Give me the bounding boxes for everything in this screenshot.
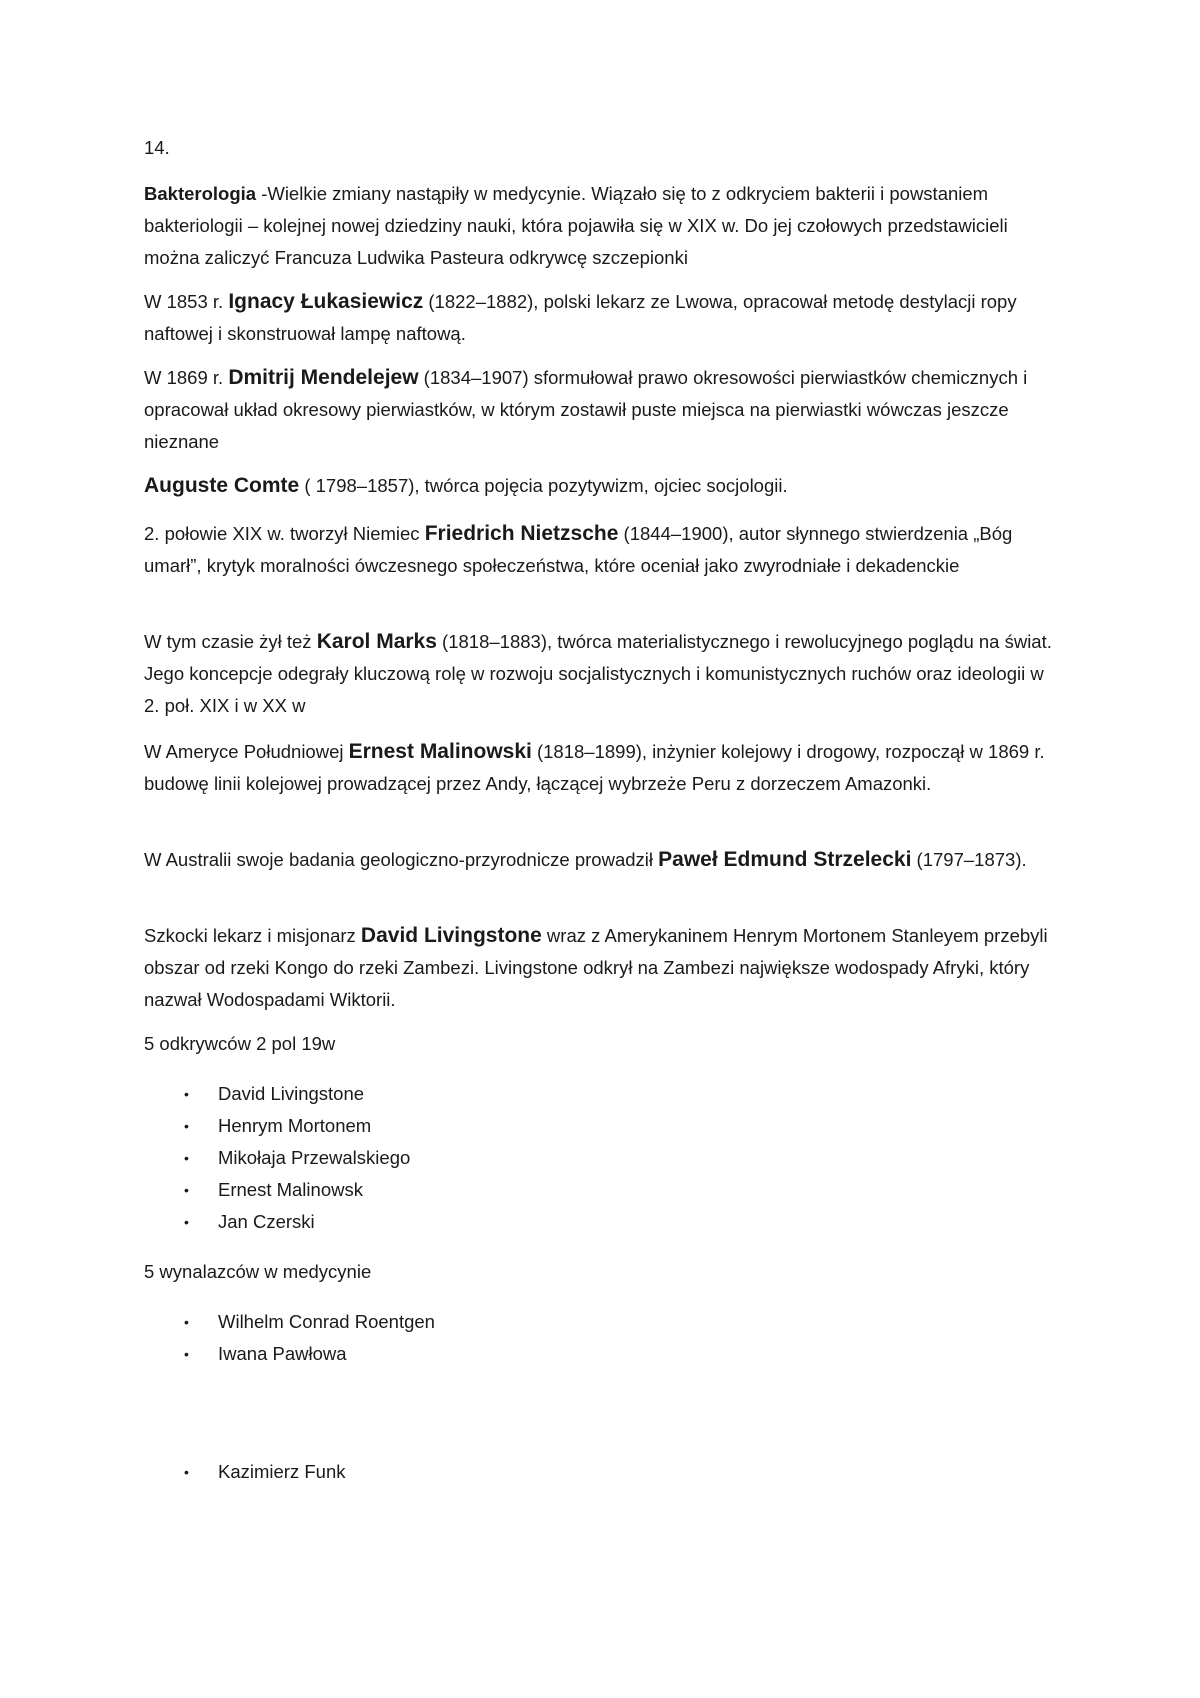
bullet-icon: •	[184, 1150, 189, 1166]
paragraph-strzelecki	[144, 844, 1064, 876]
inventions-list	[144, 1306, 1064, 1370]
paragraph-marks	[144, 626, 1064, 722]
bullet-icon: •	[184, 1314, 189, 1330]
name-mendelejew: Dmitrij Mendelejew	[228, 366, 419, 389]
paragraph-malinowski	[144, 736, 1064, 800]
paragraph-text: -Wielkie zmiany nastąpiły w medycynie. Wiązało się to z odkryciem bakterii i powstaniem bakteriologii – kolejnej nowej dziedziny nauki, która pojawiła się w XIX w. Do jej czołowych przedstawicieli można zaliczyć Francuza Ludwika Pasteura odkrywcę szczepionki	[144, 183, 1008, 268]
paragraph-text: W 1853 r.	[144, 291, 229, 312]
explorers-list	[144, 1078, 1064, 1238]
bullet-icon: •	[184, 1214, 189, 1230]
list-item-text: Wilhelm Conrad Roentgen	[218, 1311, 435, 1332]
paragraph-text: W Ameryce Południowej	[144, 741, 349, 762]
bullet-icon: •	[184, 1086, 189, 1102]
term-bakterologia: Bakterologia	[144, 183, 257, 204]
paragraph-text: (1822–1882), polski lekarz ze Lwowa, opracował metodę destylacji ropy naftowej i skonstruował lampę naftową.	[144, 291, 1017, 344]
paragraph-text: W tym czasie żył też	[144, 631, 317, 652]
list-item	[144, 1078, 1064, 1110]
paragraph-text: wraz z Amerykaninem Henrym Mortonem Stanleyem przebyli obszar od rzeki Kongo do rzeki Zambezi. Livingstone odkrył na Zambezi największe wodospady Afryki, który nazwał Wodospadami Wiktorii.	[144, 925, 1048, 1010]
list-item	[144, 1174, 1064, 1206]
paragraph-lukasiewicz	[144, 286, 1064, 350]
list-item-text: Kazimierz Funk	[218, 1461, 346, 1482]
inventions-list-block-2	[144, 1456, 1064, 1488]
explorers-heading	[144, 1028, 1064, 1060]
page-number	[144, 132, 1064, 164]
inventions-heading	[144, 1256, 1064, 1288]
list-item-text: Jan Czerski	[218, 1211, 315, 1232]
paragraph-mendelejew	[144, 362, 1064, 458]
list-item-text: Iwana Pawłowa	[218, 1343, 347, 1364]
explorers-list-block	[144, 1078, 1064, 1238]
explorers-heading-text: 5 odkrywców 2 pol 19w	[144, 1033, 336, 1054]
list-item	[144, 1142, 1064, 1174]
paragraph-text: (1818–1883), twórca materialistycznego i rewolucyjnego poglądu na świat. Jego koncepcje odegrały kluczową rolę w rozwoju socjalistycznych i komunistycznych ruchów oraz ideologii w 2. poł. XIX i w XX w	[144, 631, 1052, 716]
name-lukasiewicz: Ignacy Łukasiewicz	[228, 290, 424, 313]
paragraph-livingstone	[144, 920, 1064, 1016]
list-item-text: David Livingstone	[218, 1083, 365, 1104]
bullet-icon: •	[184, 1346, 189, 1362]
inventions-list-continued	[144, 1456, 1064, 1488]
name-strzelecki: Paweł Edmund Strzelecki	[658, 848, 912, 871]
list-item-text: Mikołaja Przewalskiego	[218, 1147, 411, 1168]
paragraph-text: W Australii swoje badania geologiczno-przyrodnicze prowadził	[144, 849, 659, 870]
bullet-icon: •	[184, 1464, 189, 1480]
bullet-icon: •	[184, 1118, 189, 1134]
name-nietzsche: Friedrich Nietzsche	[424, 522, 619, 545]
paragraph-comte	[144, 470, 1064, 502]
list-item-text: Ernest Malinowsk	[218, 1179, 363, 1200]
paragraph-text: (1834–1907) sformułował prawo okresowości pierwiastków chemicznych i opracował układ okresowy pierwiastków, w którym zostawił puste miejsca na pierwiastki wówczas jeszcze nieznane	[144, 367, 1028, 452]
bullet-icon: •	[184, 1182, 189, 1198]
list-item	[144, 1206, 1064, 1238]
list-item	[144, 1338, 1064, 1370]
paragraph-text: Szkocki lekarz i misjonarz	[144, 925, 361, 946]
paragraph-bacteriology	[144, 178, 1064, 274]
paragraph-text: (1844–1900), autor słynnego stwierdzenia „Bóg umarł”, krytyk moralności ówczesnego społeczeństwa, które oceniał jako zwyrodniałe i dekadenckie	[144, 523, 1013, 576]
name-malinowski: Ernest Malinowski	[348, 740, 532, 763]
list-item	[144, 1306, 1064, 1338]
name-livingstone: David Livingstone	[360, 924, 542, 947]
list-item-text: Henrym Mortonem	[218, 1115, 372, 1136]
name-comte: Auguste Comte	[144, 474, 300, 497]
name-marks: Karol Marks	[316, 630, 437, 653]
paragraph-nietzsche	[144, 518, 1064, 582]
paragraph-text: W 1869 r.	[144, 367, 229, 388]
paragraph-text: ( 1798–1857), twórca pojęcia pozytywizm, ojciec socjologii.	[299, 475, 788, 496]
paragraph-text: (1797–1873).	[911, 849, 1027, 870]
paragraph-text: (1818–1899), inżynier kolejowy i drogowy, rozpoczął w 1869 r. budowę linii kolejowej prowadzącej przez Andy, łączącej wybrzeże Peru z dorzeczem Amazonki.	[144, 741, 1045, 794]
list-item	[144, 1110, 1064, 1142]
list-item	[144, 1456, 1064, 1488]
page-number-text: 14.	[144, 137, 170, 158]
inventions-heading-text: 5 wynalazców w medycynie	[144, 1261, 372, 1282]
paragraph-text: 2. połowie XIX w. tworzył Niemiec	[144, 523, 425, 544]
inventions-list-block	[144, 1306, 1064, 1370]
